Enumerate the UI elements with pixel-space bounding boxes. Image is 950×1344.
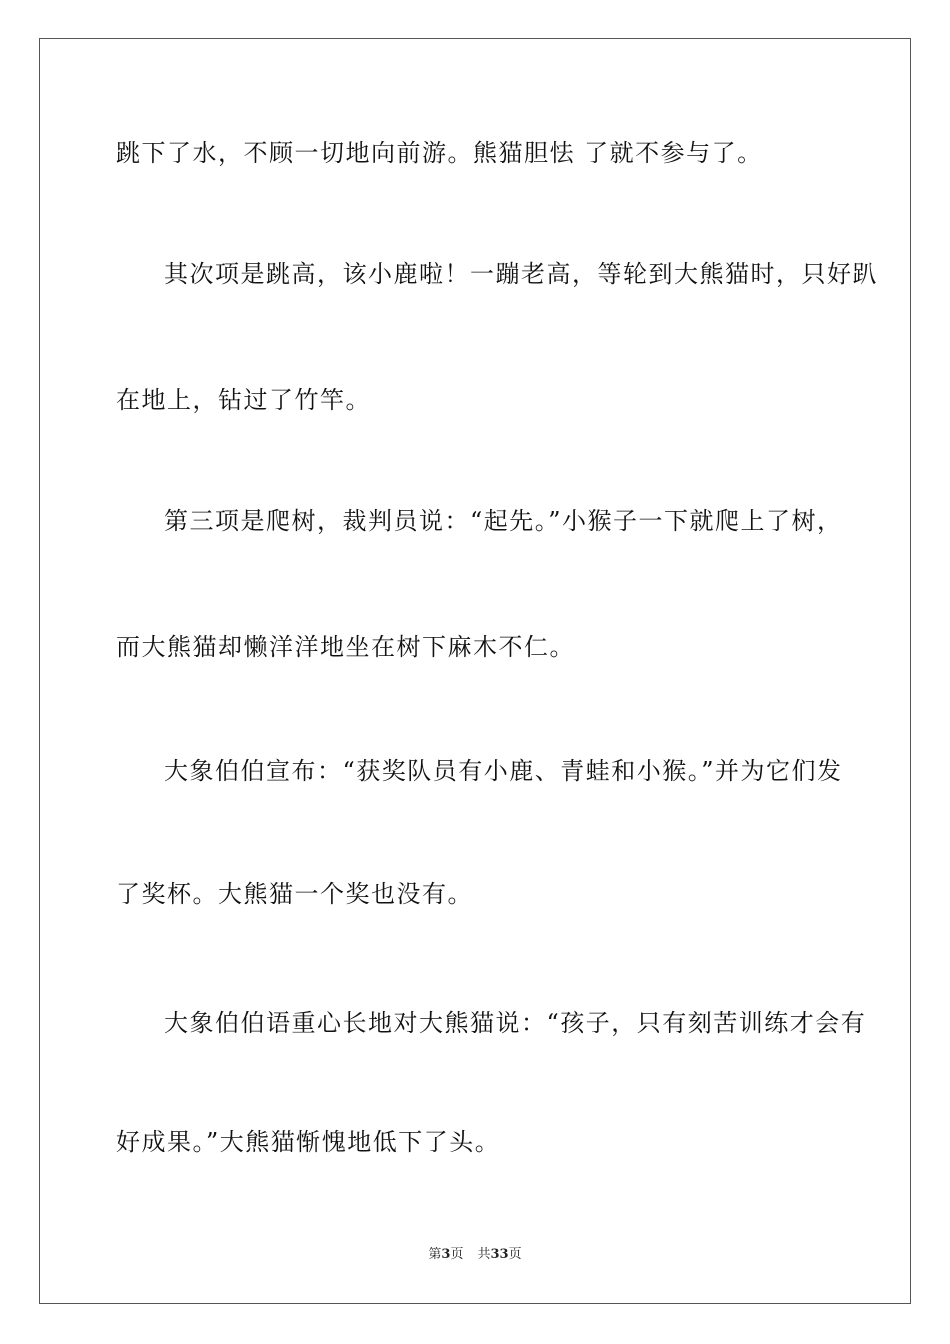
total-pages-number: 33 [490,1247,509,1262]
body-line-3: 在地上，钻过了竹竿。 [116,386,371,414]
page-prefix: 第 [428,1247,442,1262]
body-line-7: 了奖杯。大熊猫一个奖也没有。 [116,880,473,908]
total-suffix: 页 [508,1247,522,1262]
body-line-8: 大象伯伯语重心长地对大熊猫说：“孩子，只有刻苦训练才会有 [164,1009,867,1037]
current-page-number: 3 [441,1247,451,1262]
page-footer [0,1246,950,1264]
page-border [39,38,911,1304]
body-line-6: 大象伯伯宣布：“获奖队员有小鹿、青蛙和小猴。”并为它们发 [164,757,843,785]
body-line-4: 第三项是爬树，裁判员说：“起先。”小猴子一下就爬上了树， [164,507,843,535]
body-line-2: 其次项是跳高，该小鹿啦！一蹦老高，等轮到大熊猫时，只好趴 [164,260,878,288]
body-line-5: 而大熊猫却懒洋洋地坐在树下麻木不仁。 [116,633,575,661]
total-prefix: 共 [477,1247,491,1262]
page-suffix: 页 [450,1247,464,1262]
body-line-9: 好成果。”大熊猫惭愧地低下了头。 [116,1128,501,1156]
body-line-1: 跳下了水，不顾一切地向前游。熊猫胆怯 了就不参与了。 [116,139,763,167]
